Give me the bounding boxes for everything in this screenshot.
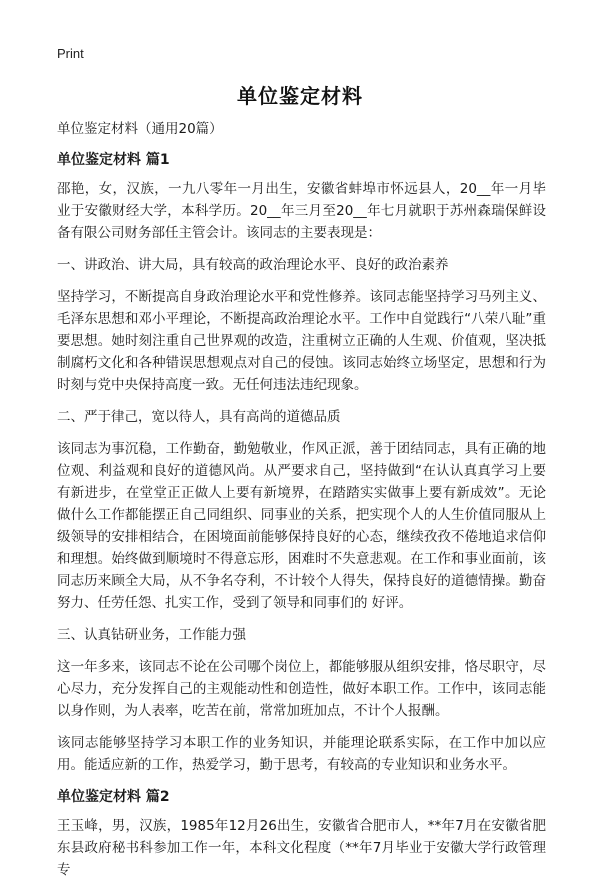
- document-body: [57, 118, 546, 891]
- section-heading: 单位鉴定材料 篇1: [57, 152, 170, 168]
- paragraph: 坚持学习，不断提高自身政治理论水平和党性修养。该同志能坚持学习马列主义、毛泽东思想和邓小平理论，不断提高政治理论水平。工作中自觉践行“八荣八耻”重要思想。她时刻注重自己世界观的改造，注重树立正确的人生观、价值观，坚决抵制腐朽文化和各种错误思想观点对自己的侵蚀。该同志始终立场坚定，思想和行为时刻与党中央保持高度一致。无任何违法违纪现象。: [57, 289, 546, 393]
- point-heading: 二、严于律己，宽以待人，具有高尚的道德品质: [57, 409, 341, 425]
- paragraph: 这一年多来，该同志不论在公司哪个岗位上，都能够服从组织安排，恪尽职守，尽心尽力，充分发挥自己的主观能动性和创造性，做好本职工作。工作中，该同志能以身作则，为人表率，吃苦在前，常常加班加点，不计个人报酬。: [57, 659, 546, 719]
- section-heading: 单位鉴定材料 篇2: [57, 789, 170, 805]
- document-title: 单位鉴定材料: [237, 84, 363, 108]
- print-link[interactable]: Print: [57, 46, 84, 61]
- point-heading: 一、讲政治、讲大局，具有较高的政治理论水平、良好的政治素养: [57, 257, 449, 273]
- section-intro: 邵艳，女，汉族，一九八零年一月出生，安徽省蚌埠市怀远县人，20__年一月毕业于安徽财经大学，本科学历。20__年三月至20__年七月就职于苏州森瑞保鲜设备有限公司财务部任主管会计。该同志的主要表现是：: [57, 181, 546, 241]
- section-2: [57, 786, 546, 881]
- section-1: [57, 149, 546, 776]
- section-intro: 王玉峰，男，汉族，1985年12月26出生，安徽省合肥市人，**年7月在安徽省肥东县政府秘书科参加工作一年，本科文化程度（**年7月毕业于安徽大学行政管理专: [57, 818, 546, 878]
- document-subtitle: 单位鉴定材料（通用20篇）: [57, 121, 223, 137]
- paragraph: 该同志为事沉稳，工作勤奋，勤勉敬业，作风正派，善于团结同志，具有正确的地位观、利益观和良好的道德风尚。从严要求自己，坚持做到“在认认真真学习上要有新进步，在堂堂正正做人上要有新境界，在踏踏实实做事上要有新成效”。无论做什么工作都能摆正自己同组织、同事业的关系，把实现个人的人生价值同服从上级领导的安排相结合，在困境面前能够保持良好的心态，继续孜孜不倦地追求信仰和理想。始终做到顺境时不得意忘形，困难时不失意悲观。在工作和事业面前，该同志历来顾全大局，从不争名夺利，不计较个人得失，保持良好的道德情操。勤奋努力、任劳任怨、扎实工作，受到了领导和同事们的 好评。: [57, 441, 546, 611]
- paragraph: 该同志能够坚持学习本职工作的业务知识，并能理论联系实际，在工作中加以应用。能适应新的工作，热爱学习，勤于思考，有较高的专业知识和业务水平。: [57, 735, 546, 773]
- point-heading: 三、认真钻研业务，工作能力强: [57, 627, 246, 643]
